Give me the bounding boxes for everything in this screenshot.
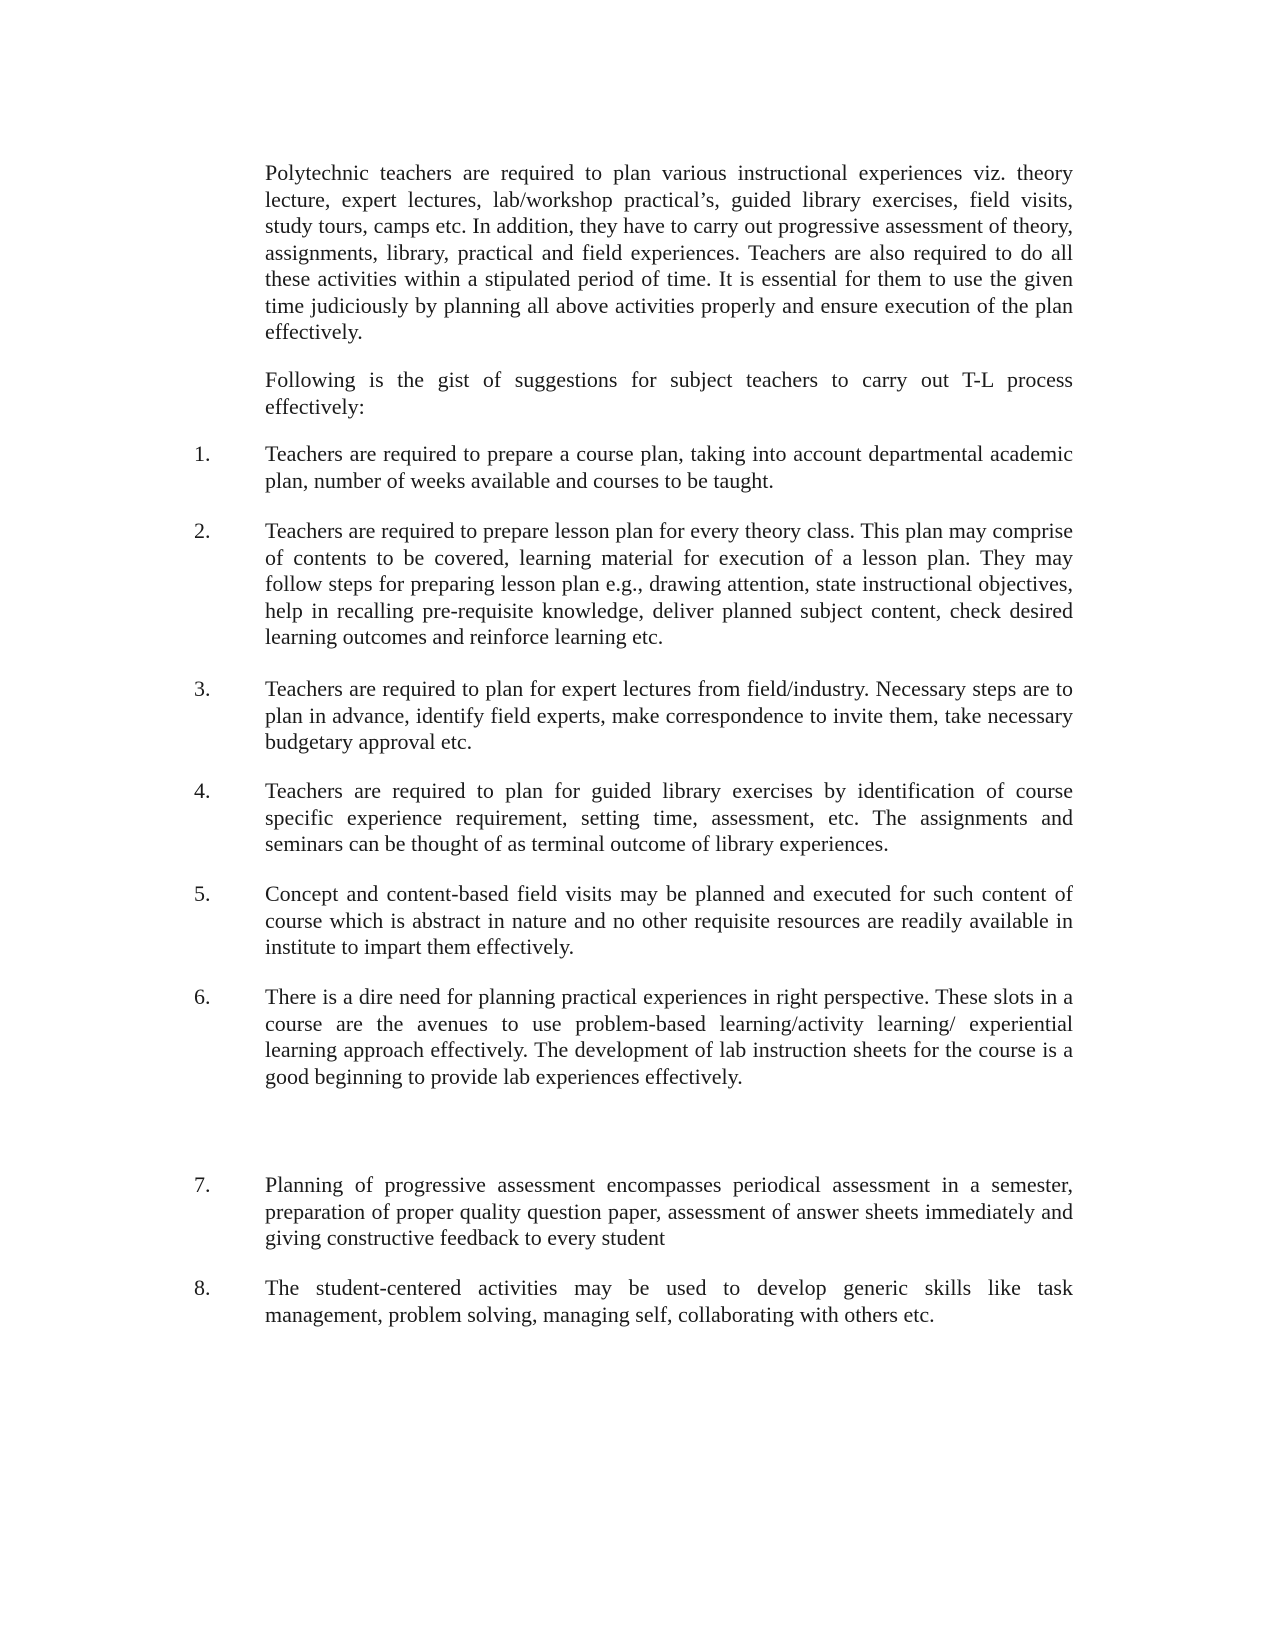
list-item-number: 1. xyxy=(194,441,211,466)
list-item-number: 2. xyxy=(194,518,211,543)
intro-lead-paragraph: Following is the gist of suggestions for subject teachers to carry out T-L process effectively: xyxy=(265,367,1073,419)
list-item-text: Teachers are required to prepare lesson plan for every theory class. This plan may comprise of contents to be covered, learning material for execution of a lesson plan. They may follow steps for preparing lesson plan e.g., drawing attention, state instructional objectives, help in recalling pre-requisite knowledge, deliver planned subject content, check desired learning outcomes and reinforce learning etc. xyxy=(265,518,1073,649)
list-item-number: 6. xyxy=(194,984,211,1009)
list-item-text: Concept and content-based field visits may be planned and executed for such content of course which is abstract in nature and no other requisite resources are readily available in institute to impart them effectively. xyxy=(265,881,1073,959)
list-item-text: Teachers are required to plan for guided library exercises by identification of course specific experience requirement, setting time, assessment, etc. The assignments and seminars can be thought of as terminal outcome of library experiences. xyxy=(265,778,1073,856)
list-item-number: 5. xyxy=(194,881,211,906)
list-item-text: Teachers are required to prepare a course plan, taking into account departmental academic plan, number of weeks available and courses to be taught. xyxy=(265,441,1073,493)
list-item-number: 8. xyxy=(194,1275,211,1300)
list-item-text: Planning of progressive assessment encompasses periodical assessment in a semester, preparation of proper quality question paper, assessment of answer sheets immediately and giving constructive feedback to every student xyxy=(265,1172,1073,1250)
list-item-text: Teachers are required to plan for expert lectures from field/industry. Necessary steps are to plan in advance, identify field experts, make correspondence to invite them, take necessary budgetary approval etc. xyxy=(265,676,1073,754)
intro-paragraph: Polytechnic teachers are required to plan various instructional experiences viz. theory lecture, expert lectures, lab/workshop practical’s, guided library exercises, field visits, study tours, camps etc. In addition, they have to carry out progressive assessment of theory, assignments, library, practical and field experiences. Teachers are also required to do all these activities within a stipulated period of time. It is essential for them to use the given time judiciously by planning all above activities properly and ensure execution of the plan effectively. xyxy=(265,160,1073,344)
list-item-number: 3. xyxy=(194,676,211,701)
list-item-number: 7. xyxy=(194,1172,211,1197)
list-item-text: The student-centered activities may be used to develop generic skills like task management, problem solving, managing self, collaborating with others etc. xyxy=(265,1275,1073,1327)
list-item-text: There is a dire need for planning practical experiences in right perspective. These slots in a course are the avenues to use problem-based learning/activity learning/ experiential learning approach effectively. The development of lab instruction sheets for the course is a good beginning to provide lab experiences effectively. xyxy=(265,984,1073,1089)
list-item-number: 4. xyxy=(194,778,211,803)
